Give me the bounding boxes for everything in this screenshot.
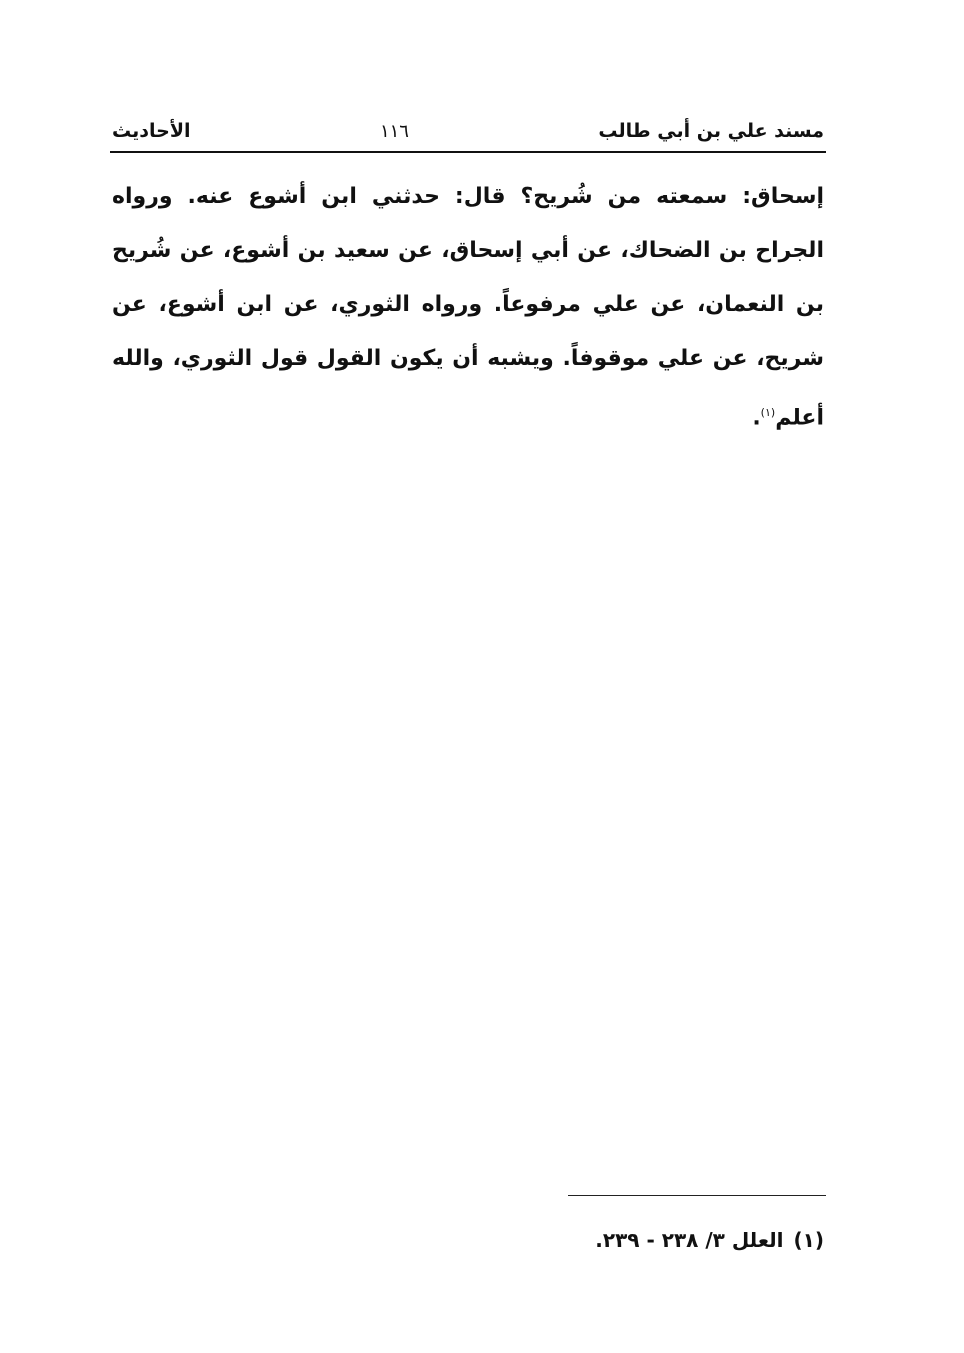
footnote [112,1228,824,1252]
section-title: الأحاديث [112,120,191,142]
footnote-rule [568,1195,826,1196]
page-number: ١١٦ [379,120,409,142]
book-title: مسند علي بن أبي طالب [598,120,824,142]
header-rule [110,151,826,153]
footnote-reference: (١) [760,406,776,419]
running-header [112,114,824,148]
footnote-marker: (١) [793,1228,824,1252]
end-punctuation: . [752,405,761,431]
body-text: إسحاق: سمعته من شُريح؟ قال: حدثني ابن أشوع عنه. ورواه الجراح بن الضحاك، عن أبي إسحاق، عن سعيد بن أشوع، عن شُريح بن النعمان، عن علي مرفوعاً. ورواه الثوري، عن ابن أشوع، عن شريح، عن علي موقوفاً. ويشبه أن يكون القول قول الثوري، والله أعلم [112,184,824,431]
footnote-text: العلل ٣/ ٢٣٨ - ٢٣٩. [595,1228,784,1252]
body-paragraph [112,170,824,445]
